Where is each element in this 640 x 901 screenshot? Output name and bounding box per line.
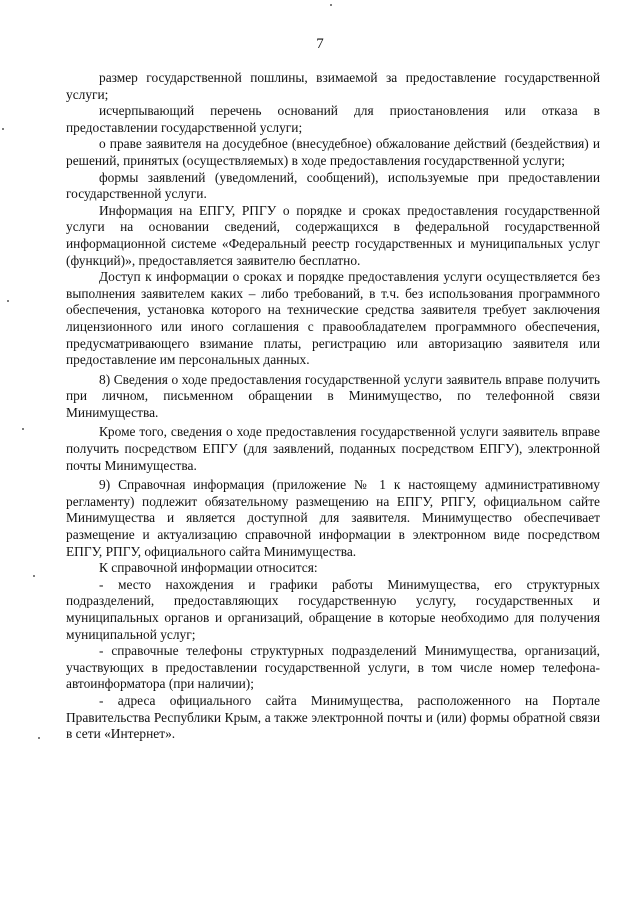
paragraph: Доступ к информации о сроках и порядке предоставления услуги осуществляется без выполнения заявителем каких – либо требований, в т.ч. без использования программного обеспечения, установка которого на технические средства заявителя требует заключения лицензионного или иного соглашения с правообладателем программного обеспечения, предусматривающего взимание платы, регистрацию или авторизацию заявителя или предоставление им персональных данных.: [66, 269, 600, 368]
paragraph: 9) Справочная информация (приложение № 1 к настоящему административному регламенту) подлежит обязательному размещению на ЕПГУ, РПГУ, официальном сайте Минимущества и является доступной для заявителя. Минимущество обеспечивает размещение и актуализацию справочной информации в электронном виде посредством ЕПГУ, РПГУ, официального сайта Минимущества.: [66, 477, 600, 559]
scan-speck: [330, 4, 332, 6]
paragraph: размер государственной пошлины, взимаемой за предоставление государственной услуги;: [66, 70, 600, 102]
paragraph: Информация на ЕПГУ, РПГУ о порядке и сроках предоставления государственной услуги на основании сведений, содержащихся в федеральной государственной информационной системе «Федеральный реестр государственных и муниципальных услуг (функций)», предоставляется заявителю бесплатно.: [66, 202, 600, 268]
paragraph: - справочные телефоны структурных подразделений Минимущества, организаций, участвующих в предоставлении государственной услуги, в том числе номер телефона-автоинформатора (при наличии);: [66, 643, 600, 692]
scan-speck: [22, 428, 24, 430]
scan-speck: [38, 737, 40, 739]
scan-speck: [2, 128, 4, 130]
paragraph: - адреса официального сайта Минимущества, расположенного на Портале Правительства Республики Крым, а также электронной почты и (или) формы обратной связи в сети «Интернет».: [66, 692, 600, 742]
paragraph: Кроме того, сведения о ходе предоставления государственной услуги заявитель вправе получить посредством ЕПГУ (для заявлений, поданных посредством ЕПГУ), электронной почты Минимущества.: [66, 424, 600, 473]
paragraph: - место нахождения и графики работы Минимущества, его структурных подразделений, предоставляющих государственную услугу, государственных и муниципальных органов и организаций, обращение в которые необходимо для получения муниципальной услуг;: [66, 576, 600, 642]
page-number: 7: [316, 36, 324, 52]
paragraph: формы заявлений (уведомлений, сообщений), используемые при предоставлении государственной услуги.: [66, 169, 600, 202]
paragraph: исчерпывающий перечень оснований для приостановления или отказа в предоставлении государственной услуги;: [66, 103, 600, 135]
paragraph: 8) Сведения о ходе предоставления государственной услуги заявитель вправе получить при личном, письменном обращении в Минимущество, по телефонной связи Минимущества.: [66, 371, 600, 420]
document-body: [66, 70, 600, 743]
scan-speck: [33, 575, 35, 577]
scan-speck: [7, 300, 9, 302]
paragraph: о праве заявителя на досудебное (внесудебное) обжалование действий (бездействия) и решений, принятых (осуществляемых) в ходе предоставления государственной услуги;: [66, 136, 600, 168]
paragraph: К справочной информации относится:: [99, 560, 318, 576]
